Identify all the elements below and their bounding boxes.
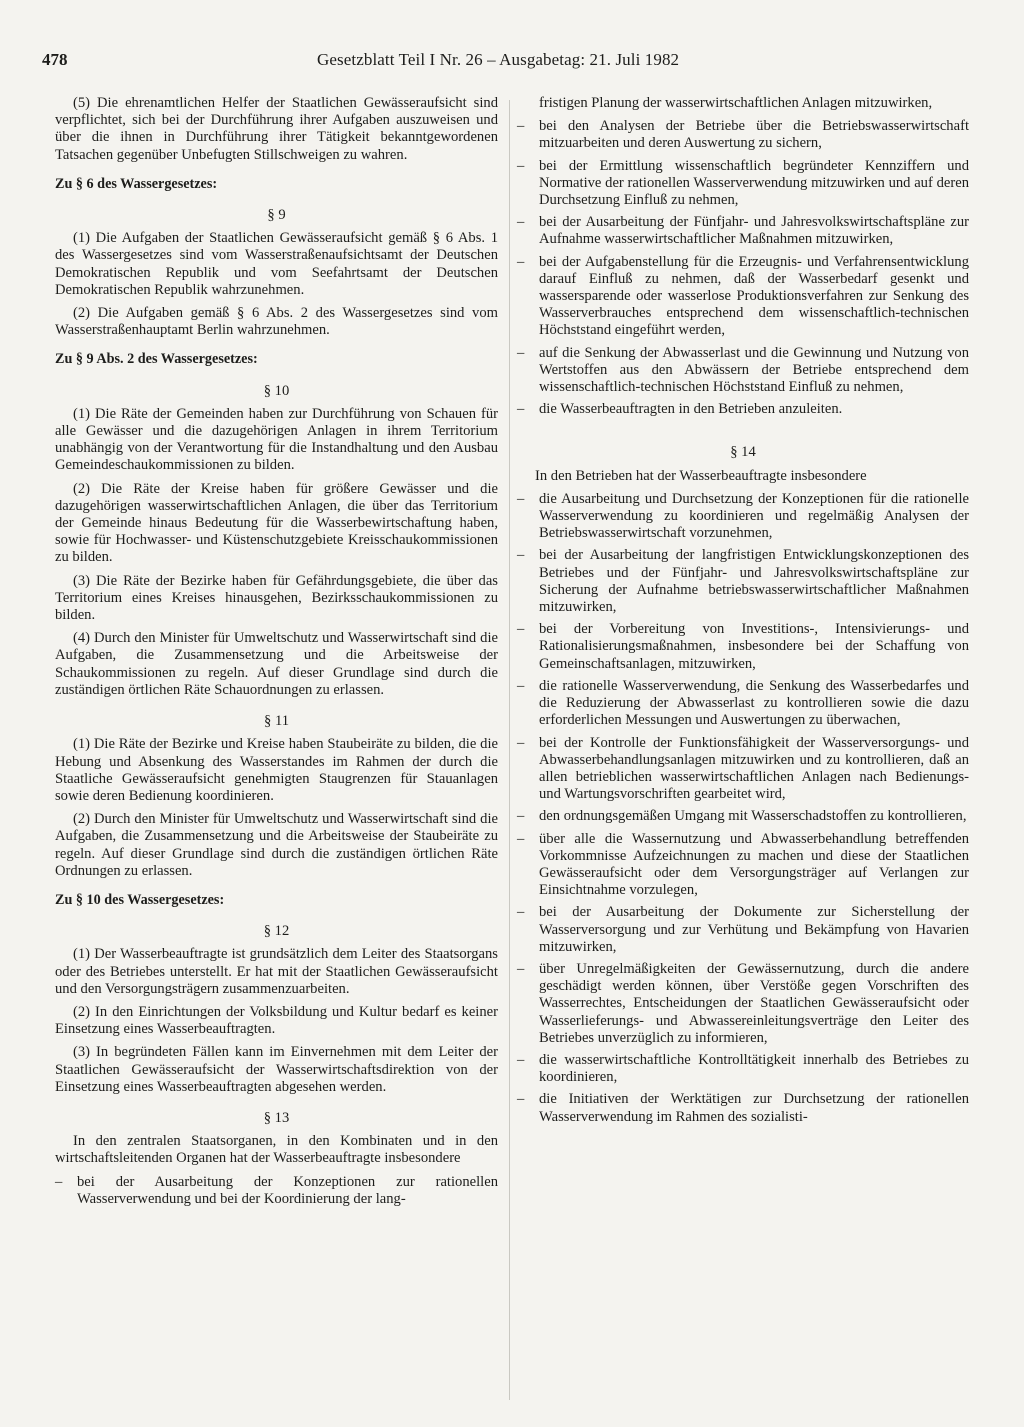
s13-list [517,118,969,418]
s10-paragraph-4: (4) Durch den Minister für Umweltschutz und Wasserwirtschaft sind die Aufgaben, die Zusammensetzung und die Arbeitsweise der Schaukommissionen zu regeln. Auf dieser Grundlage sind durch die zuständigen örtlichen Räte Schauordnungen zu erlassen. [55,630,498,698]
list-item: – die rationelle Wasserverwendung, die Senkung des Wasserbedarfes und die Reduzierung der Abwasserlast zu kontrollieren sowie die dazu erforderlichen Messungen und Auswertungen zu überwachen, [517,678,969,730]
list-item: – bei der Ausarbeitung der Fünfjahr- und Jahresvolkswirtschaftspläne zur Aufnahme wasserwirtschaftlicher Maßnahmen mitzuwirken, [517,214,969,248]
list-item: – die Initiativen der Werktätigen zur Durchsetzung der rationellen Wasserverwendung im Rahmen des sozialisti- [517,1091,969,1125]
column-divider [509,100,510,1400]
section-number-13: § 13 [263,1109,290,1126]
list-item: – bei der Aufgabenstellung für die Erzeugnis- und Verfahrensentwicklung darauf Einfluß zu nehmen, daß der Wasserbedarf gesenkt und wassersparende oder wasserlose Produktionsverfahren zur Senkung des Wasserverbrauches entsprechend dem wissenschaftlich-technischen Höchststand eingeführt werden, [517,254,969,340]
s12-paragraph-3: (3) In begründeten Fällen kann im Einvernehmen mit dem Leiter der Staatlichen Gewässeraufsicht der Wasserwirtschaftsdirektion von der Einsetzung eines Wasserbeauftragten abgesehen werden. [55,1044,498,1095]
section-heading-zu-6: Zu § 6 des Wassergesetzes: [55,175,218,192]
list-item: – über Unregelmäßigkeiten der Gewässernutzung, durch die andere geschädigt werden können, über Verstöße gegen Vorschriften des Wasserrechtes, Entscheidungen der Staatlichen Gewässeraufsicht oder Wasserlieferungs- und Abwassereinleitungsverträge den Leiter des Betriebes unverzüglich zu informieren, [517,961,969,1047]
list-item: – bei der Ausarbeitung der langfristigen Entwicklungskonzeptionen des Betriebes und der Fünfjahr- und Jahresvolkswirtschaftspläne zur Sicherung der Aufnahme betriebswasserwirtschaftlicher Maßnahmen mitzuwirken, [517,547,969,616]
running-title: Gesetzblatt Teil I Nr. 26 – Ausgabetag: 21. Juli 1982 [317,50,680,69]
s14-list [517,491,969,1126]
list-item: – die Ausarbeitung und Durchsetzung der Konzeptionen für die rationelle Wasserverwendung zu koordinieren und regelmäßig Analysen der Betriebswasserwirtschaft vorzunehmen, [517,491,969,543]
list-item: – über alle die Wassernutzung und Abwasserbehandlung betreffenden Vorkommnisse Aufzeichnungen zu machen und diese der Staatlichen Gewässeraufsicht oder dem Versorgungsträger auf Verlangen zur Einsichtnahme vorzulegen, [517,831,969,900]
s9-paragraph-2: (2) Die Aufgaben gemäß § 6 Abs. 2 des Wassergesetzes sind vom Wasserstraßenhauptamt Berlin wahrzunehmen. [55,305,498,339]
page-number: 478 [42,50,68,69]
s13-list-start [55,1174,498,1208]
list-item: – bei den Analysen der Betriebe über die Betriebswasserwirtschaft mitzuarbeiten und deren Auswertung zu sichern, [517,118,969,152]
s10-paragraph-2: (2) Die Räte der Kreise haben für größere Gewässer und die dazugehörigen wasserwirtschaftlichen Anlagen, die über das Territorium der Gemeinde hinaus Bedeutung für die Wasserbewirtschaftung haben, sowie für Hochwasser- und Küstenschutzgebiete Kreisschaukommissionen zu bilden. [55,480,498,566]
s12-paragraph-2: (2) In den Einrichtungen der Volksbildung und Kultur bedarf es keiner Einsetzung eines Wasserbeauftragten. [55,1003,498,1038]
s11-paragraph-2: (2) Durch den Minister für Umweltschutz und Wasserwirtschaft sind die Aufgaben, die Zusammensetzung und die Arbeitsweise der Staubeiräte zu regeln. Auf dieser Grundlage sind durch die zuständigen örtlichen Räte Ordnungen zu erlassen. [55,811,498,879]
page-header [42,50,982,74]
list-item: – die wasserwirtschaftliche Kontrolltätigkeit innerhalb des Betriebes zu koordinieren, [517,1052,969,1086]
section-number-10: § 10 [263,382,290,399]
section-number-9: § 9 [267,207,286,224]
s10-paragraph-3: (3) Die Räte der Bezirke haben für Gefährdungsgebiete, die über das Territorium eines Kreises hinausgehen, Bezirksschaukommissionen zu bilden. [55,572,498,624]
section-number-14: § 14 [730,444,756,461]
s14-intro: In den Betrieben hat der Wasserbeauftragte insbesondere [535,467,867,484]
section-number-12: § 12 [263,923,290,940]
s10-paragraph-1: (1) Die Räte der Gemeinden haben zur Durchführung von Schauen für alle Gewässer und die dazugehörigen Anlagen in ihrem Territorium unabhängig von der Verantwortung für die Instandhaltung und den Ausbau Gemeindeschaukommissionen zu bilden. [55,405,498,474]
s9-paragraph-1: (1) Die Aufgaben der Staatlichen Gewässeraufsicht gemäß § 6 Abs. 1 des Wassergesetzes sind vom Wasserstraßenaufsichtsamt der Deutschen Demokratischen Republik und vom Seefahrtsamt der Deutschen Demokratischen Republik wahrzunehmen. [55,230,498,298]
list-item: – den ordnungsgemäßen Umgang mit Wasserschadstoffen zu kontrollieren, [517,808,969,825]
left-column [55,95,498,1213]
paragraph-5: (5) Die ehrenamtlichen Helfer der Staatlichen Gewässeraufsicht sind verpflichtet, sich bei der Durchführung ihrer Aufgaben auszuweisen und über die ihnen in Durchführung ihrer Tätigkeit bekanntgewordenen Tatsachen gegenüber Unbefugten Stillschweigen zu wahren. [55,95,498,163]
s13-item-continuation: fristigen Planung der wasserwirtschaftlichen Anlagen mitzuwirken, [539,95,933,111]
section-heading-zu-10: Zu § 10 des Wassergesetzes: [55,891,225,908]
list-item: – bei der Ausarbeitung der Dokumente zur Sicherstellung der Wasserversorgung und zur Verhütung und Bekämpfung von Havarien mitzuwirken, [517,904,969,956]
section-number-11: § 11 [264,713,289,730]
s11-paragraph-1: (1) Die Räte der Bezirke und Kreise haben Staubeiräte zu bilden, die die Hebung und Absenkung des Wasserstandes im Rahmen der durch die Staatliche Gewässeraufsicht genehmigten Staugrenzen für Stauanlagen sowie deren Bedienung koordinieren. [55,736,498,804]
section-heading-zu-9: Zu § 9 Abs. 2 des Wassergesetzes: [55,351,258,368]
list-item: – auf die Senkung der Abwasserlast und die Gewinnung und Nutzung von Wertstoffen aus den Abwässern der Betriebe entsprechend dem wissenschaftlich-technischen Höchststand Einfluß zu nehmen, [517,345,969,397]
list-item: – die Wasserbeauftragten in den Betrieben anzuleiten. [517,401,969,418]
s13-intro: In den zentralen Staatsorganen, in den Kombinaten und in den wirtschaftsleitenden Organen hat der Wasserbeauftragte insbesondere [55,1133,498,1167]
right-column [517,95,969,1131]
s12-paragraph-1: (1) Der Wasserbeauftragte ist grundsätzlich dem Leiter des Staatsorgans oder des Betriebes unterstellt. Er hat mit der Staatlichen Gewässeraufsicht und den Versorgungsträgern zusammenzuarbeiten. [55,946,498,997]
list-item: – bei der Kontrolle der Funktionsfähigkeit der Wasserversorgungs- und Abwasserbehandlungsanlagen mitzuwirken und zu kontrollieren, daß an allen betrieblichen wasserwirtschaftlichen Anlagen nach Bedienungs- und Wartungsvorschriften gearbeitet wird, [517,735,969,804]
list-item: – bei der Vorbereitung von Investitions-, Intensivierungs- und Rationalisierungsmaßnahmen, insbesondere bei der Schaffung von Gemeinschaftsanlagen, mitzuwirken, [517,621,969,673]
list-item: – bei der Ermittlung wissenschaftlich begründeter Kennziffern und Normative der rationellen Wasserverwendung mitzuwirken und auf deren Durchsetzung Einfluß zu nehmen, [517,158,969,210]
list-item: – bei der Ausarbeitung der Konzeptionen zur rationellen Wasserverwendung und bei der Koordinierung der lang- [55,1174,498,1208]
